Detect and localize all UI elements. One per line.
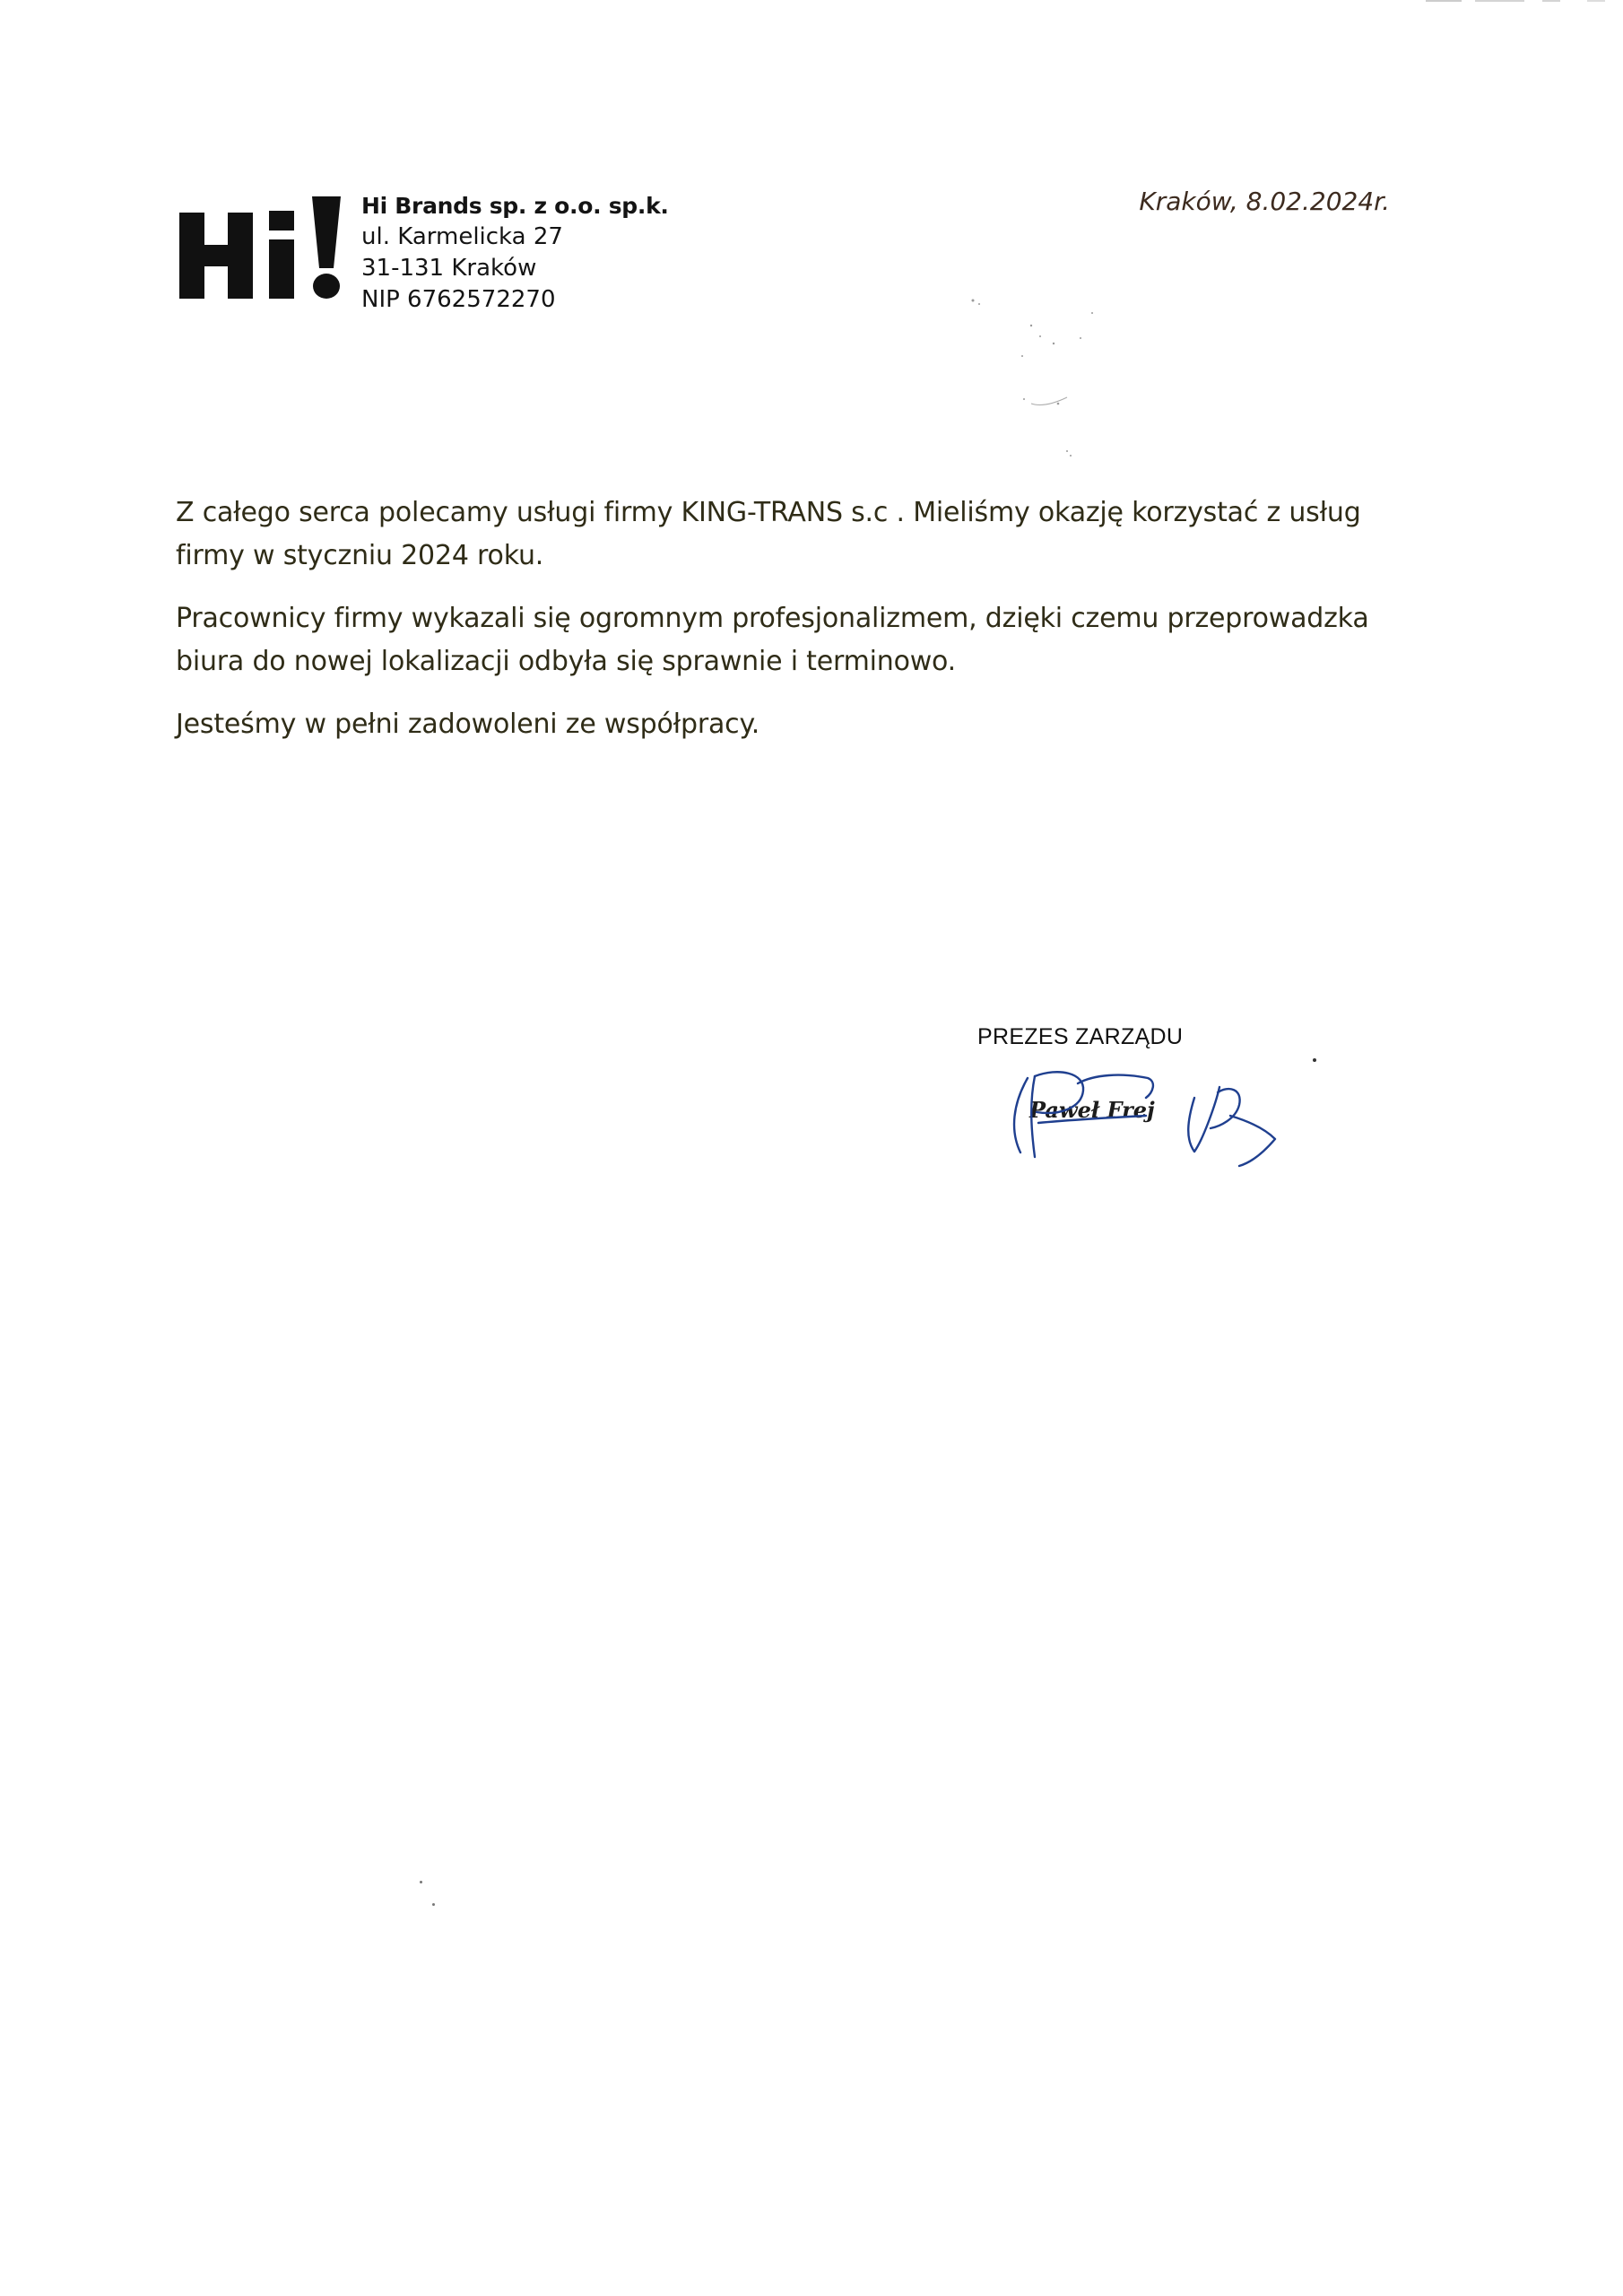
company-nip: NIP 6762572270 <box>361 286 556 313</box>
letter-date: Kraków, 8.02.2024r. <box>1139 187 1390 216</box>
letter-body <box>176 491 1413 766</box>
company-street: ul. Karmelicka 27 <box>361 223 563 250</box>
scan-speck <box>420 1881 422 1883</box>
handwritten-signature <box>995 1040 1354 1184</box>
hi-brands-logo <box>178 193 357 300</box>
company-details <box>361 190 669 316</box>
body-paragraph-2: Pracownicy firmy wykazali się ogromnym profesjonalizmem, dzięki czemu przeprowadzka biura do nowej lokalizacji odbyła się sprawnie i terminowo. <box>176 603 1369 677</box>
signature-name-stamp: Paweł Frej <box>1029 1097 1155 1123</box>
scan-edge-marks <box>1426 0 1623 4</box>
company-name: Hi Brands sp. z o.o. sp.k. <box>361 193 669 219</box>
signature-title: PREZES ZARZĄDU <box>977 1024 1184 1049</box>
scan-speck <box>432 1903 435 1906</box>
body-paragraph-1: Z całego serca polecamy usługi firmy KING-TRANS s.c . Mieliśmy okazję korzystać z usług firmy w styczniu 2024 roku. <box>176 497 1361 571</box>
hi-logo-icon <box>178 193 357 300</box>
company-city: 31-131 Kraków <box>361 255 537 282</box>
scan-specks <box>968 283 1148 480</box>
body-paragraph-3: Jesteśmy w pełni zadowoleni ze współpracy. <box>176 709 760 740</box>
